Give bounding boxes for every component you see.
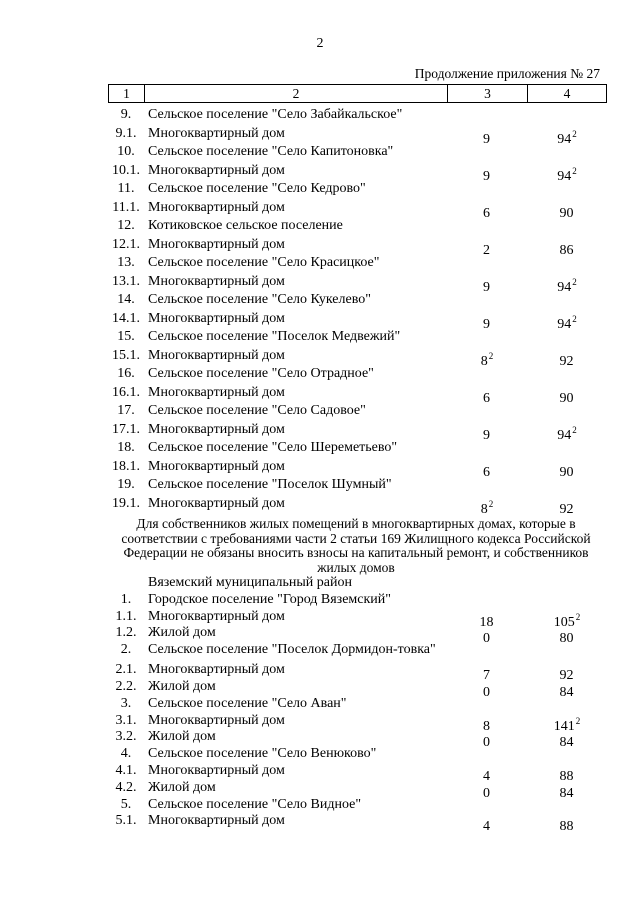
row-value-col4 [527, 797, 607, 814]
row-value-col3 [447, 495, 527, 517]
row-value-col3 [447, 273, 527, 295]
row-number: 4.2. [115, 779, 137, 795]
col3-value: 9 [483, 427, 490, 443]
table-row [108, 143, 607, 162]
table-row [108, 273, 607, 295]
row-name: Сельское поселение "Село Шереметьево" [148, 440, 398, 455]
row-number: 1. [120, 591, 132, 607]
col3-value: 6 [483, 464, 490, 480]
row-name: Сельское поселение "Село Капитоновка" [148, 144, 394, 159]
row-name: Сельское поселение "Село Отрадное" [148, 366, 374, 381]
table-row [108, 678, 607, 700]
row-value-col3 [447, 625, 527, 647]
row-value-col4 [527, 575, 607, 592]
row-number: 18.1. [112, 458, 140, 474]
row-name: Городское поселение "Город Вяземский" [148, 591, 392, 607]
col3-value: 0 [483, 631, 490, 647]
col4-value: 92 [559, 353, 574, 369]
row-number: 14.1. [112, 310, 140, 326]
row-name: Сельское поселение "Поселок Медвежий" [148, 329, 401, 344]
col3-value: 9 [483, 168, 490, 184]
row-name: Многоквартирный дом [148, 458, 285, 474]
row-name: Многоквартирный дом [148, 310, 285, 326]
col4-value: 94 [557, 427, 572, 443]
col3-value: 6 [483, 205, 490, 221]
row-value-col4 [527, 347, 607, 369]
row-value-col4 [527, 402, 607, 421]
col4-value: 86 [559, 242, 574, 258]
col4-superscript: 2 [572, 424, 577, 435]
row-name: Вяземский муниципальный район [148, 575, 352, 590]
table-row [108, 180, 607, 199]
row-number: 4. [120, 746, 132, 762]
row-value-col3 [447, 199, 527, 221]
row-name: Сельское поселение "Село Венюково" [148, 746, 377, 762]
col4-superscript: 2 [575, 715, 581, 726]
col3-value: 4 [483, 768, 490, 784]
row-number: 10. [117, 144, 135, 159]
row-value-col4 [527, 713, 607, 734]
row-value-col4 [527, 609, 607, 630]
col4-value: 94 [557, 316, 572, 332]
row-name: Сельское поселение "Село Красицкое" [148, 255, 380, 270]
table-row [108, 762, 607, 784]
col4-value: 105 [553, 614, 575, 630]
table-body-part2 [108, 575, 607, 835]
row-number: 16.1. [112, 384, 140, 400]
col4-value: 94 [557, 279, 572, 295]
row-name: Сельское поселение "Поселок Дормидон-товка" [148, 642, 436, 658]
row-number: 11. [117, 181, 135, 196]
table-row [108, 347, 607, 369]
col3-superscript: 2 [488, 498, 494, 509]
table-row [108, 575, 607, 592]
row-value-col3 [447, 575, 527, 592]
row-value-col3 [447, 713, 527, 734]
row-value-col4 [527, 291, 607, 310]
row-value-col4 [527, 696, 607, 713]
row-name: Многоквартирный дом [148, 762, 285, 778]
col4-value: 90 [559, 390, 574, 406]
row-name: Многоквартирный дом [148, 125, 285, 141]
continuation-caption: Продолжение приложения № 27 [414, 66, 600, 81]
col3-value: 18 [479, 614, 494, 630]
table-row [108, 797, 607, 814]
row-value-col4 [527, 365, 607, 384]
row-value-col3 [447, 162, 527, 184]
col4-value: 94 [557, 168, 572, 184]
row-value-col4 [527, 162, 607, 184]
row-number: 4.1. [115, 762, 137, 778]
row-value-col3 [447, 347, 527, 369]
row-value-col4 [527, 458, 607, 480]
row-value-col3 [447, 106, 527, 125]
row-number: 3.2. [115, 729, 137, 745]
row-value-col4 [527, 106, 607, 125]
row-value-col4 [527, 476, 607, 495]
col4-value: 88 [559, 768, 574, 784]
row-name: Многоквартирный дом [148, 421, 285, 437]
col4-value: 94 [557, 131, 572, 147]
col4-value: 88 [559, 819, 574, 835]
col4-superscript: 2 [572, 165, 577, 176]
row-number: 15.1. [112, 347, 140, 363]
row-value-col4 [527, 592, 607, 609]
row-number: 3.1. [115, 712, 137, 728]
table-header [108, 84, 607, 103]
row-number: 2.2. [115, 678, 137, 694]
row-value-col3 [447, 310, 527, 332]
row-number: 19. [117, 477, 135, 492]
row-name: Многоквартирный дом [148, 384, 285, 400]
col3-value: 7 [483, 668, 490, 684]
row-value-col4 [527, 746, 607, 763]
row-value-col4 [527, 439, 607, 458]
table-row [108, 421, 607, 443]
row-value-col3 [447, 642, 527, 662]
row-name: Сельское поселение "Поселок Шумный" [148, 477, 392, 492]
row-name: Сельское поселение "Село Кедрово" [148, 181, 366, 196]
row-name: Многоквартирный дом [148, 162, 285, 178]
col3-value: 0 [483, 684, 490, 700]
row-value-col3 [447, 439, 527, 458]
col3-value: 8 [480, 353, 488, 369]
col4-value: 90 [559, 464, 574, 480]
row-number: 10.1. [112, 162, 140, 178]
col3-superscript: 2 [488, 350, 494, 361]
table-row [108, 476, 607, 495]
row-name: Сельское поселение "Село Видное" [148, 796, 362, 812]
col3-value: 4 [483, 819, 490, 835]
row-value-col4 [527, 729, 607, 751]
col3-value: 9 [483, 131, 490, 147]
table-row [108, 712, 607, 734]
row-value-col3 [447, 217, 527, 236]
table-row [108, 642, 607, 662]
table-row [108, 217, 607, 236]
row-number: 15. [117, 329, 135, 344]
row-number: 17. [117, 403, 135, 418]
row-number: 3. [120, 695, 132, 711]
col4-superscript: 2 [575, 611, 581, 622]
row-value-col4 [527, 384, 607, 406]
header-col-2: 2 [145, 85, 448, 102]
col4-value: 84 [559, 785, 574, 801]
col4-value: 84 [559, 735, 574, 751]
row-value-col3 [447, 236, 527, 258]
col4-value: 90 [559, 205, 574, 221]
col4-value: 84 [559, 684, 574, 700]
table-row [108, 254, 607, 273]
row-number: 2. [120, 642, 132, 658]
row-number: 2.1. [115, 662, 137, 678]
table-row [108, 729, 607, 751]
row-value-col3 [447, 609, 527, 630]
table-row [108, 384, 607, 406]
row-name: Многоквартирный дом [148, 813, 285, 829]
table-row [108, 439, 607, 458]
row-value-col4 [527, 273, 607, 295]
row-value-col3 [447, 696, 527, 713]
row-value-col3 [447, 384, 527, 406]
row-value-col4 [527, 143, 607, 162]
row-name: Многоквартирный дом [148, 347, 285, 363]
table-row [108, 608, 607, 630]
row-value-col4 [527, 780, 607, 801]
row-value-col4 [527, 642, 607, 662]
row-number: 13.1. [112, 273, 140, 289]
row-number: 1.2. [115, 625, 137, 641]
row-value-col3 [447, 125, 527, 147]
col3-value: 9 [483, 279, 490, 295]
row-number: 16. [117, 366, 135, 381]
row-value-col3 [447, 797, 527, 814]
row-value-col3 [447, 592, 527, 609]
table-row [108, 746, 607, 763]
page-number: 2 [316, 36, 324, 51]
row-value-col3 [447, 458, 527, 480]
row-value-col4 [527, 495, 607, 517]
row-name: Сельское поселение "Село Аван" [148, 695, 347, 711]
row-number: 13. [117, 255, 135, 270]
table-body-part1 [108, 106, 607, 517]
row-value-col4 [527, 328, 607, 347]
row-value-col4 [527, 625, 607, 647]
row-value-col4 [527, 254, 607, 273]
header-col-1: 1 [109, 85, 145, 102]
row-value-col3 [447, 254, 527, 273]
col3-value: 8 [480, 501, 488, 517]
col4-superscript: 2 [572, 313, 577, 324]
row-number: 5. [120, 796, 132, 812]
row-value-col4 [527, 199, 607, 221]
row-name: Многоквартирный дом [148, 608, 285, 624]
row-number: 14. [117, 292, 135, 307]
col3-value: 0 [483, 785, 490, 801]
row-number: 12. [117, 218, 135, 233]
row-value-col4 [527, 763, 607, 784]
row-value-col3 [447, 180, 527, 199]
row-value-col3 [447, 813, 527, 835]
row-number: 9. [120, 107, 132, 122]
table-row [108, 495, 607, 517]
table-row [108, 328, 607, 347]
col4-value: 80 [559, 631, 574, 647]
table-row [108, 365, 607, 384]
row-number: 17.1. [112, 421, 140, 437]
row-value-col4 [527, 310, 607, 332]
row-number: 18. [117, 440, 135, 455]
row-value-col3 [447, 328, 527, 347]
table-row [108, 106, 607, 125]
table-row [108, 199, 607, 221]
row-name: Многоквартирный дом [148, 712, 285, 728]
table-row [108, 125, 607, 147]
row-value-col4 [527, 236, 607, 258]
row-name: Многоквартирный дом [148, 236, 285, 252]
row-value-col4 [527, 662, 607, 684]
row-number: 19.1. [112, 495, 140, 511]
col4-superscript: 2 [572, 128, 577, 139]
row-value-col3 [447, 662, 527, 684]
col3-value: 0 [483, 735, 490, 751]
row-name: Жилой дом [148, 729, 216, 745]
row-name: Многоквартирный дом [148, 273, 285, 289]
table-row [108, 402, 607, 421]
col3-value: 9 [483, 316, 490, 332]
col4-value: 141 [553, 718, 575, 734]
table-row [108, 813, 607, 835]
row-value-col4 [527, 125, 607, 147]
col4-value: 92 [559, 668, 574, 684]
row-value-col4 [527, 813, 607, 835]
row-value-col4 [527, 217, 607, 236]
row-name: Сельское поселение "Село Садовое" [148, 403, 366, 418]
row-name: Многоквартирный дом [148, 495, 285, 511]
row-number: 12.1. [112, 236, 140, 252]
table-row [108, 162, 607, 184]
row-value-col4 [527, 679, 607, 700]
row-name: Сельское поселение "Село Кукелево" [148, 292, 371, 307]
row-number: 1.1. [115, 608, 137, 624]
row-name: Многоквартирный дом [148, 199, 285, 215]
section-note: Для собственников жилых помещений в многоквартирных домах, которые в соответствии с требованиями части 2 статьи 169 Жилищного кодекса Российской Федерации не обязаны вносить взносы на капитальный ремонт, и собственников жилых домов [121, 516, 591, 575]
table-row [108, 592, 607, 609]
table-row [108, 662, 607, 684]
row-number: 11.1. [112, 199, 140, 215]
row-number: 5.1. [115, 813, 137, 829]
table-row [108, 236, 607, 258]
row-value-col3 [447, 763, 527, 784]
col3-value: 6 [483, 390, 490, 406]
table-row [108, 625, 607, 647]
row-number [108, 575, 144, 592]
row-name: Жилой дом [148, 625, 216, 641]
row-value-col3 [447, 421, 527, 443]
table-row [108, 310, 607, 332]
col3-value: 8 [483, 718, 490, 734]
row-value-col3 [447, 143, 527, 162]
row-value-col4 [527, 421, 607, 443]
row-name: Сельское поселение "Село Забайкальское" [148, 107, 403, 122]
row-value-col3 [447, 402, 527, 421]
row-name: Жилой дом [148, 678, 216, 694]
row-value-col3 [447, 679, 527, 700]
row-name: Многоквартирный дом [148, 662, 285, 678]
header-col-4: 4 [563, 86, 571, 101]
row-number: 9.1. [115, 125, 137, 141]
table-row [108, 291, 607, 310]
row-value-col4 [527, 180, 607, 199]
row-value-col3 [447, 746, 527, 763]
row-value-col3 [447, 476, 527, 495]
table-row [108, 779, 607, 801]
header-col-3: 3 [448, 85, 528, 102]
row-value-col3 [447, 780, 527, 801]
col3-value: 2 [483, 242, 490, 258]
row-value-col3 [447, 729, 527, 751]
col4-value: 92 [559, 501, 574, 517]
col4-superscript: 2 [572, 276, 577, 287]
row-name: Котиковское сельское поселение [148, 218, 343, 233]
row-value-col3 [447, 291, 527, 310]
row-name: Жилой дом [148, 779, 216, 795]
row-value-col3 [447, 365, 527, 384]
table-row [108, 458, 607, 480]
table-row [108, 696, 607, 713]
